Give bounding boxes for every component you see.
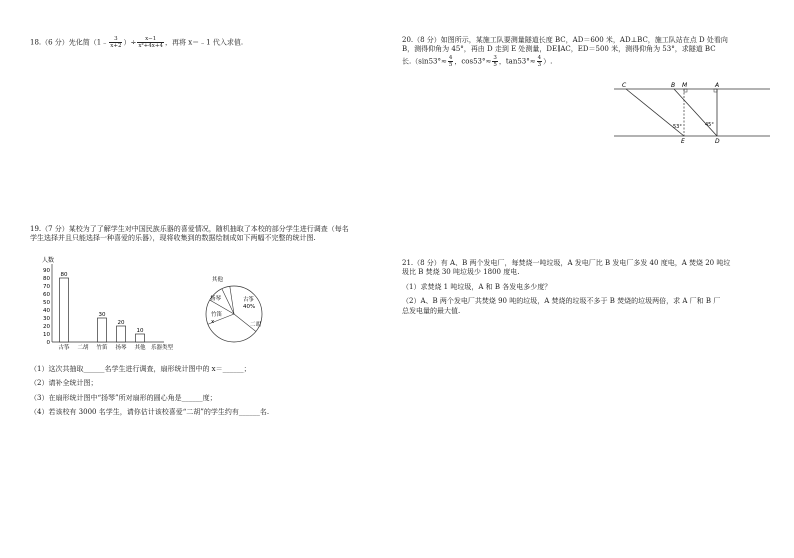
q19-question-2: （2）请补全统计图； [30, 379, 98, 388]
frac-den: 5 [448, 61, 453, 68]
frac-num: 3 [493, 54, 497, 61]
tunnel-figure [612, 80, 772, 151]
problem-19-questions [30, 360, 392, 418]
data-label: 30 [98, 312, 106, 318]
problem-19 [30, 225, 392, 244]
pie-slice-label: 扬琴 [210, 296, 222, 302]
q20-tan-label: ，tan53°≈ [498, 57, 536, 66]
angle-53-label: 53° [673, 124, 682, 130]
point-c-label: C [622, 82, 627, 89]
y-tick-label: 20 [43, 324, 50, 330]
q19-question-4: （4）若该校有 3000 名学生，请你估计该校喜爱“二胡”的学生约有______名. [30, 408, 270, 417]
category-label: 古筝 [58, 345, 70, 351]
y-tick-label: 50 [43, 300, 50, 306]
statistics-charts [30, 256, 330, 356]
y-axis-label: 人数 [42, 257, 55, 264]
bar [117, 326, 126, 342]
right-angle-a [714, 89, 717, 92]
frac-den: 3 [537, 61, 542, 68]
frac-num: 4 [537, 54, 542, 61]
q21-line2: 圾比 B 焚烧 30 吨垃圾少 1800 度电. [402, 268, 520, 277]
q19-line2: 学生选择并且只能选择一种喜爱的乐器），现将收集到的数据绘制成如下两幅不完整的统计图. [30, 234, 316, 243]
q21-question-1: （1）求焚烧 1 吨垃圾，A 和 B 各发电多少度？ [402, 282, 552, 291]
frac-num: 3 [109, 36, 122, 43]
q18-tail: ，再将 x＝﹣1 代入求值. [164, 38, 244, 47]
point-e-label: E [681, 138, 685, 145]
q21-question-2-cont: 总发电量的最大值. [402, 306, 461, 315]
bar [98, 318, 107, 342]
q20-tail: ）. [543, 57, 553, 66]
bar [60, 278, 69, 342]
fraction-3-over-x-plus-2 [109, 36, 122, 49]
category-label: 二胡 [77, 345, 89, 351]
pie-slice-label: x [211, 319, 215, 325]
q20-sin-label: 长.（sin53°≈ [402, 57, 447, 66]
q19-line1: 19.（7 分）某校为了了解学生对中国民族乐器的喜爱情况，随机抽取了本校的部分学生进行调查（每名 [30, 225, 349, 233]
category-label: 扬琴 [115, 345, 127, 351]
y-tick-label: 70 [43, 284, 50, 290]
q20-line2: B，测得仰角为 45°，再由 D 走到 E 处测量，DE∥AC，ED＝500 米，测得仰角为 53°，求隧道 BC [402, 45, 716, 54]
q20-cos-label: ，cos53°≈ [454, 57, 492, 66]
problem-21 [402, 259, 774, 316]
pie-slice-label: 古筝 [243, 297, 255, 303]
frac-den: x²+4x+4 [138, 43, 163, 50]
frac-den: x+2 [110, 43, 122, 50]
pie-slice-label: 40% [243, 304, 256, 310]
y-tick-label: 40 [43, 308, 50, 314]
bar-chart [42, 256, 173, 351]
tunnel-diagram [612, 80, 772, 148]
data-label: 20 [117, 320, 125, 326]
y-tick-label: 10 [43, 332, 50, 338]
problem-20 [402, 36, 774, 68]
frac-den: 5 [493, 61, 497, 68]
q21-line1: 21.（8 分）有 A、B 两个发电厂，每焚烧一吨垃圾，A 发电厂比 B 发电厂多发 40 度电，A 焚烧 20 吨垃 [402, 259, 731, 267]
q18-label: 18.（6 分）先化简（1﹣ [30, 38, 109, 47]
q21-question-2: （2）A、B 两个发电厂共焚烧 90 吨的垃圾，A 焚烧的垃圾不多于 B 焚烧的垃圾两倍，求 A 厂和 B 厂 [402, 297, 721, 306]
q19-question-1: （1）这次共抽取______名学生进行调查，扇形统计图中的 x＝______； [30, 365, 251, 373]
y-tick-label: 0 [46, 340, 50, 346]
y-tick-label: 60 [43, 292, 50, 298]
pie-slice-label: 其他 [212, 277, 224, 283]
fraction-3-5 [492, 55, 498, 68]
fraction-x-minus-1 [137, 36, 164, 49]
q20-line3 [402, 55, 774, 68]
angle-45-label: 45° [705, 122, 714, 128]
point-a-label: A [715, 82, 720, 89]
y-tick-label: 80 [43, 276, 50, 282]
category-label: 竹笛 [96, 345, 108, 351]
q18-mid: ）÷ [123, 38, 137, 47]
fraction-4-3 [537, 55, 543, 68]
frac-num: 4 [448, 54, 453, 61]
point-m-label: M [682, 82, 688, 89]
y-tick-label: 30 [43, 316, 50, 322]
fraction-4-5 [448, 55, 454, 68]
x-axis-label: 乐器类型 [150, 345, 174, 351]
data-label: 10 [136, 328, 144, 334]
right-angle-m [684, 89, 687, 92]
y-tick-label: 90 [43, 268, 50, 274]
pie-slice-label: 二胡 [250, 322, 262, 328]
problem-18 [30, 36, 390, 49]
q20-line1: 20.（8 分）如图所示，某施工队要测量隧道长度 BC，AD＝600 米，AD⊥BC，施工队站在点 D 处看向 [402, 36, 728, 44]
q19-question-3: （3）在扇形统计图中“扬琴”所对扇形的圆心角是______度； [30, 393, 217, 402]
category-label: 其他 [134, 345, 146, 351]
point-d-label: D [715, 138, 720, 145]
problem-19-charts [30, 256, 330, 356]
pie-chart [206, 275, 262, 342]
point-b-label: B [671, 82, 676, 89]
bar [136, 334, 145, 342]
pie-slice-label: 竹笛 [211, 312, 223, 318]
frac-num: x−1 [137, 36, 164, 43]
data-label: 80 [60, 272, 68, 278]
problem-18-text [30, 36, 390, 49]
